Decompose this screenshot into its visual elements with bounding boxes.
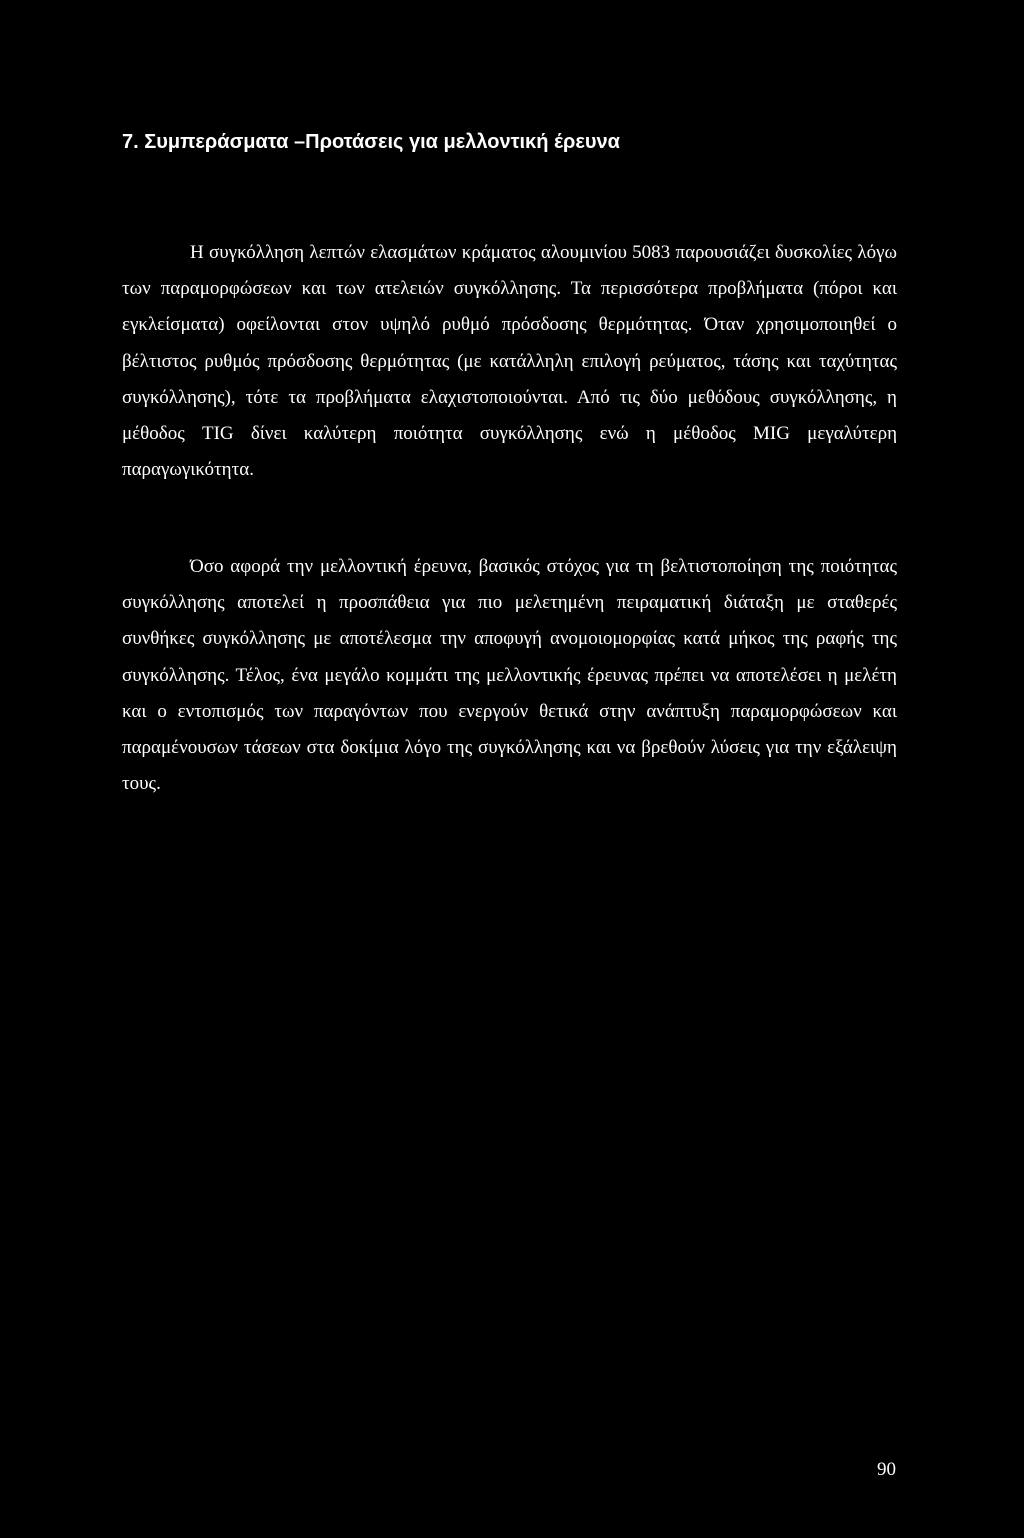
paragraph-1 [122,235,897,488]
paragraph-2-text: Όσο αφορά την μελλοντική έρευνα, βασικός στόχος για τη βελτιστοποίηση της ποιότητας συγκόλλησης αποτελεί η προσπάθεια για πιο μελετημένη πειραματική διάταξη με σταθερές συνθήκες συγκόλλησης με αποτέλεσμα την αποφυγή ανομοιομορφίας κατά μήκος της ραφής της συγκόλλησης. Τέλος, ένα μεγάλο κομμάτι της μελλοντικής έρευνας πρέπει να αποτελέσει η μελέτη και ο εντοπισμός των παραγόντων που ενεργούν θετικά στην ανάπτυξη παραμορφώσεων και παραμένουσων τάσεων στα δοκίμια λόγο της συγκόλλησης και να βρεθούν λύσεις για την εξάλειψη τους. [122,556,897,795]
page-number: 90 [877,1459,896,1480]
paragraph-1-text: Η συγκόλληση λεπτών ελασμάτων κράματος αλουμινίου 5083 παρουσιάζει δυσκολίες λόγω των παραμορφώσεων και των ατελειών συγκόλλησης. Τα περισσότερα προβλήματα (πόροι και εγκλείσματα) οφείλονται στον υψηλό ρυθμό πρόσδοσης θερμότητας. Όταν χρησιμοποιηθεί ο βέλτιστος ρυθμός πρόσδοσης θερμότητας (με κατάλληλη επιλογή ρεύματος, τάσης και ταχύτητας συγκόλλησης), τότε τα προβλήματα ελαχιστοποιούνται. Από τις δύο μεθόδους συγκόλλησης, η μέθοδος TIG δίνει καλύτερη ποιότητα συγκόλλησης ενώ η μέθοδος MIG μεγαλύτερη παραγωγικότητα. [122,242,897,481]
section-heading: 7. Συμπεράσματα –Προτάσεις για μελλοντική έρευνα [122,131,620,153]
paragraph-2 [122,549,897,802]
